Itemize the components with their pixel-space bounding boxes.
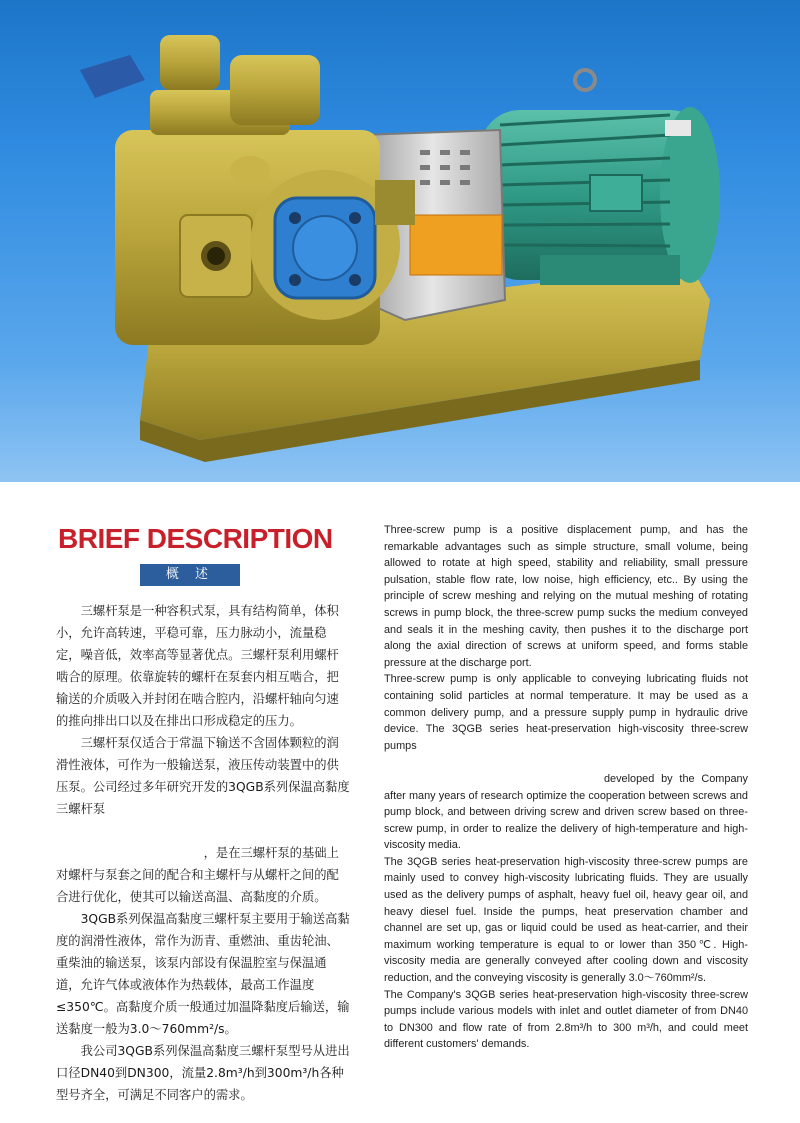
cn-paragraph-2b: ，是在三螺杆泵的基础上对螺杆与泵套之间的配合和主螺杆与从螺杆之间的配合进行优化，使其可以输送高温、高黏度的介质。	[56, 846, 339, 904]
electric-motor	[480, 70, 720, 285]
screw-pump-body	[80, 35, 400, 345]
en-paragraph-4: The Company's 3QGB series heat-preservation high-viscosity three-screw pumps include various models with inlet and outlet diameter of from DN40 to DN300 and flow rate of from 2.8m³/h to 300 m³/h, and could meet different customers' demands.	[384, 988, 748, 1051]
section-heading: BRIEF DESCRIPTION	[58, 523, 333, 554]
outlet-flange	[180, 215, 252, 297]
cn-paragraph-1: 三螺杆泵是一种容积式泵，具有结构简单，体积小，允许高转速，平稳可靠，压力脉动小，流量稳定，噪音低，效率高等显著优点。三螺杆泵利用螺杆啮合的原理。依靠旋转的螺杆在泵套内相互啮合，把输送的介质吸入并封闭在啮合腔内，沿螺杆轴向匀速的推向排出口以及在排出口形成稳定的压力。	[56, 604, 339, 728]
chinese-description	[56, 600, 350, 1106]
english-description	[384, 522, 748, 1053]
warning-label	[410, 215, 502, 275]
cn-paragraph-2a: 三螺杆泵仅适合于常温下输送不含固体颗粒的润滑性液体，可作为一般输送泵，液压传动装置中的供压泵。公司经过多年研究开发的3QGB系列保温高黏度三螺杆泵	[56, 736, 350, 816]
en-paragraph-2b: developed by the Company after many years of research optimize the cooperation between screws and pump block, and between driving screw and driven screw based on three-screw pump, in order to realize the delivery of high-temperature and high-viscosity media.	[384, 772, 748, 852]
relief-valve	[80, 55, 145, 98]
cn-paragraph-3: 3QGB系列保温高黏度三螺杆泵主要用于输送高黏度的润滑性液体，常作为沥青、重燃油、重齿轮油、重柴油的输送泵，该泵内部设有保温腔室与保温通道，允许气体或液体作为热载体，最高工作温度≤350℃。高黏度介质一般通过加温降黏度后输送，输送黏度一般为3.0～760mm²/s。	[56, 912, 350, 1036]
screw-pump-motor-photo-icon	[0, 0, 800, 482]
en-paragraph-1: Three-screw pump is a positive displacement pump, and has the remarkable advantages such as simple structure, small volume, being allowed to rotate at high speed, stability and reliability, small pressure pulsation, stable flow rate, low noise, high efficiency, etc.. By using the principle of screw meshing and relying on the mutual meshing of rotating screws in pump block, the three-screw pump sucks the medium conveyed and seals it in the meshing cavity, then pushes it to the discharge port along the axial direction of screws at uniform speed, and forms stable pressure at the discharge port.	[384, 524, 748, 669]
cn-paragraph-4: 我公司3QGB系列保温高黏度三螺杆泵型号从进出口径DN40到DN300，流量2.8m³/h到300m³/h各种型号齐全，可满足不同客户的需求。	[56, 1044, 350, 1102]
en-paragraph-3: The 3QGB series heat-preservation high-viscosity three-screw pumps are mainly used to convey high-viscosity lubricating fluids. They are usually used as the delivery pumps of asphalt, heavy fuel oil, heavy gear oil, and heavy diesel fuel. Inside the pumps, heat preservation chamber and channel are set up, gas or liquid could be used as heat-carrier, and their maximum working temperature is equal to or lower than 350℃. High-viscosity media are generally conveyed after cooling down and viscosity reduction, and the conveying viscosity is generally 3.0～760mm²/s.	[384, 855, 748, 985]
product-photo	[0, 0, 800, 482]
section-tab: 概 述	[140, 564, 240, 586]
en-paragraph-2a: Three-screw pump is only applicable to conveying lubricating fluids not containing solid particles at normal temperature. It may be used as a common delivery pump, and a pressure supply pump in hydraulic drive device. The 3QGB series heat-preservation high-viscosity three-screw pumps	[384, 673, 748, 752]
